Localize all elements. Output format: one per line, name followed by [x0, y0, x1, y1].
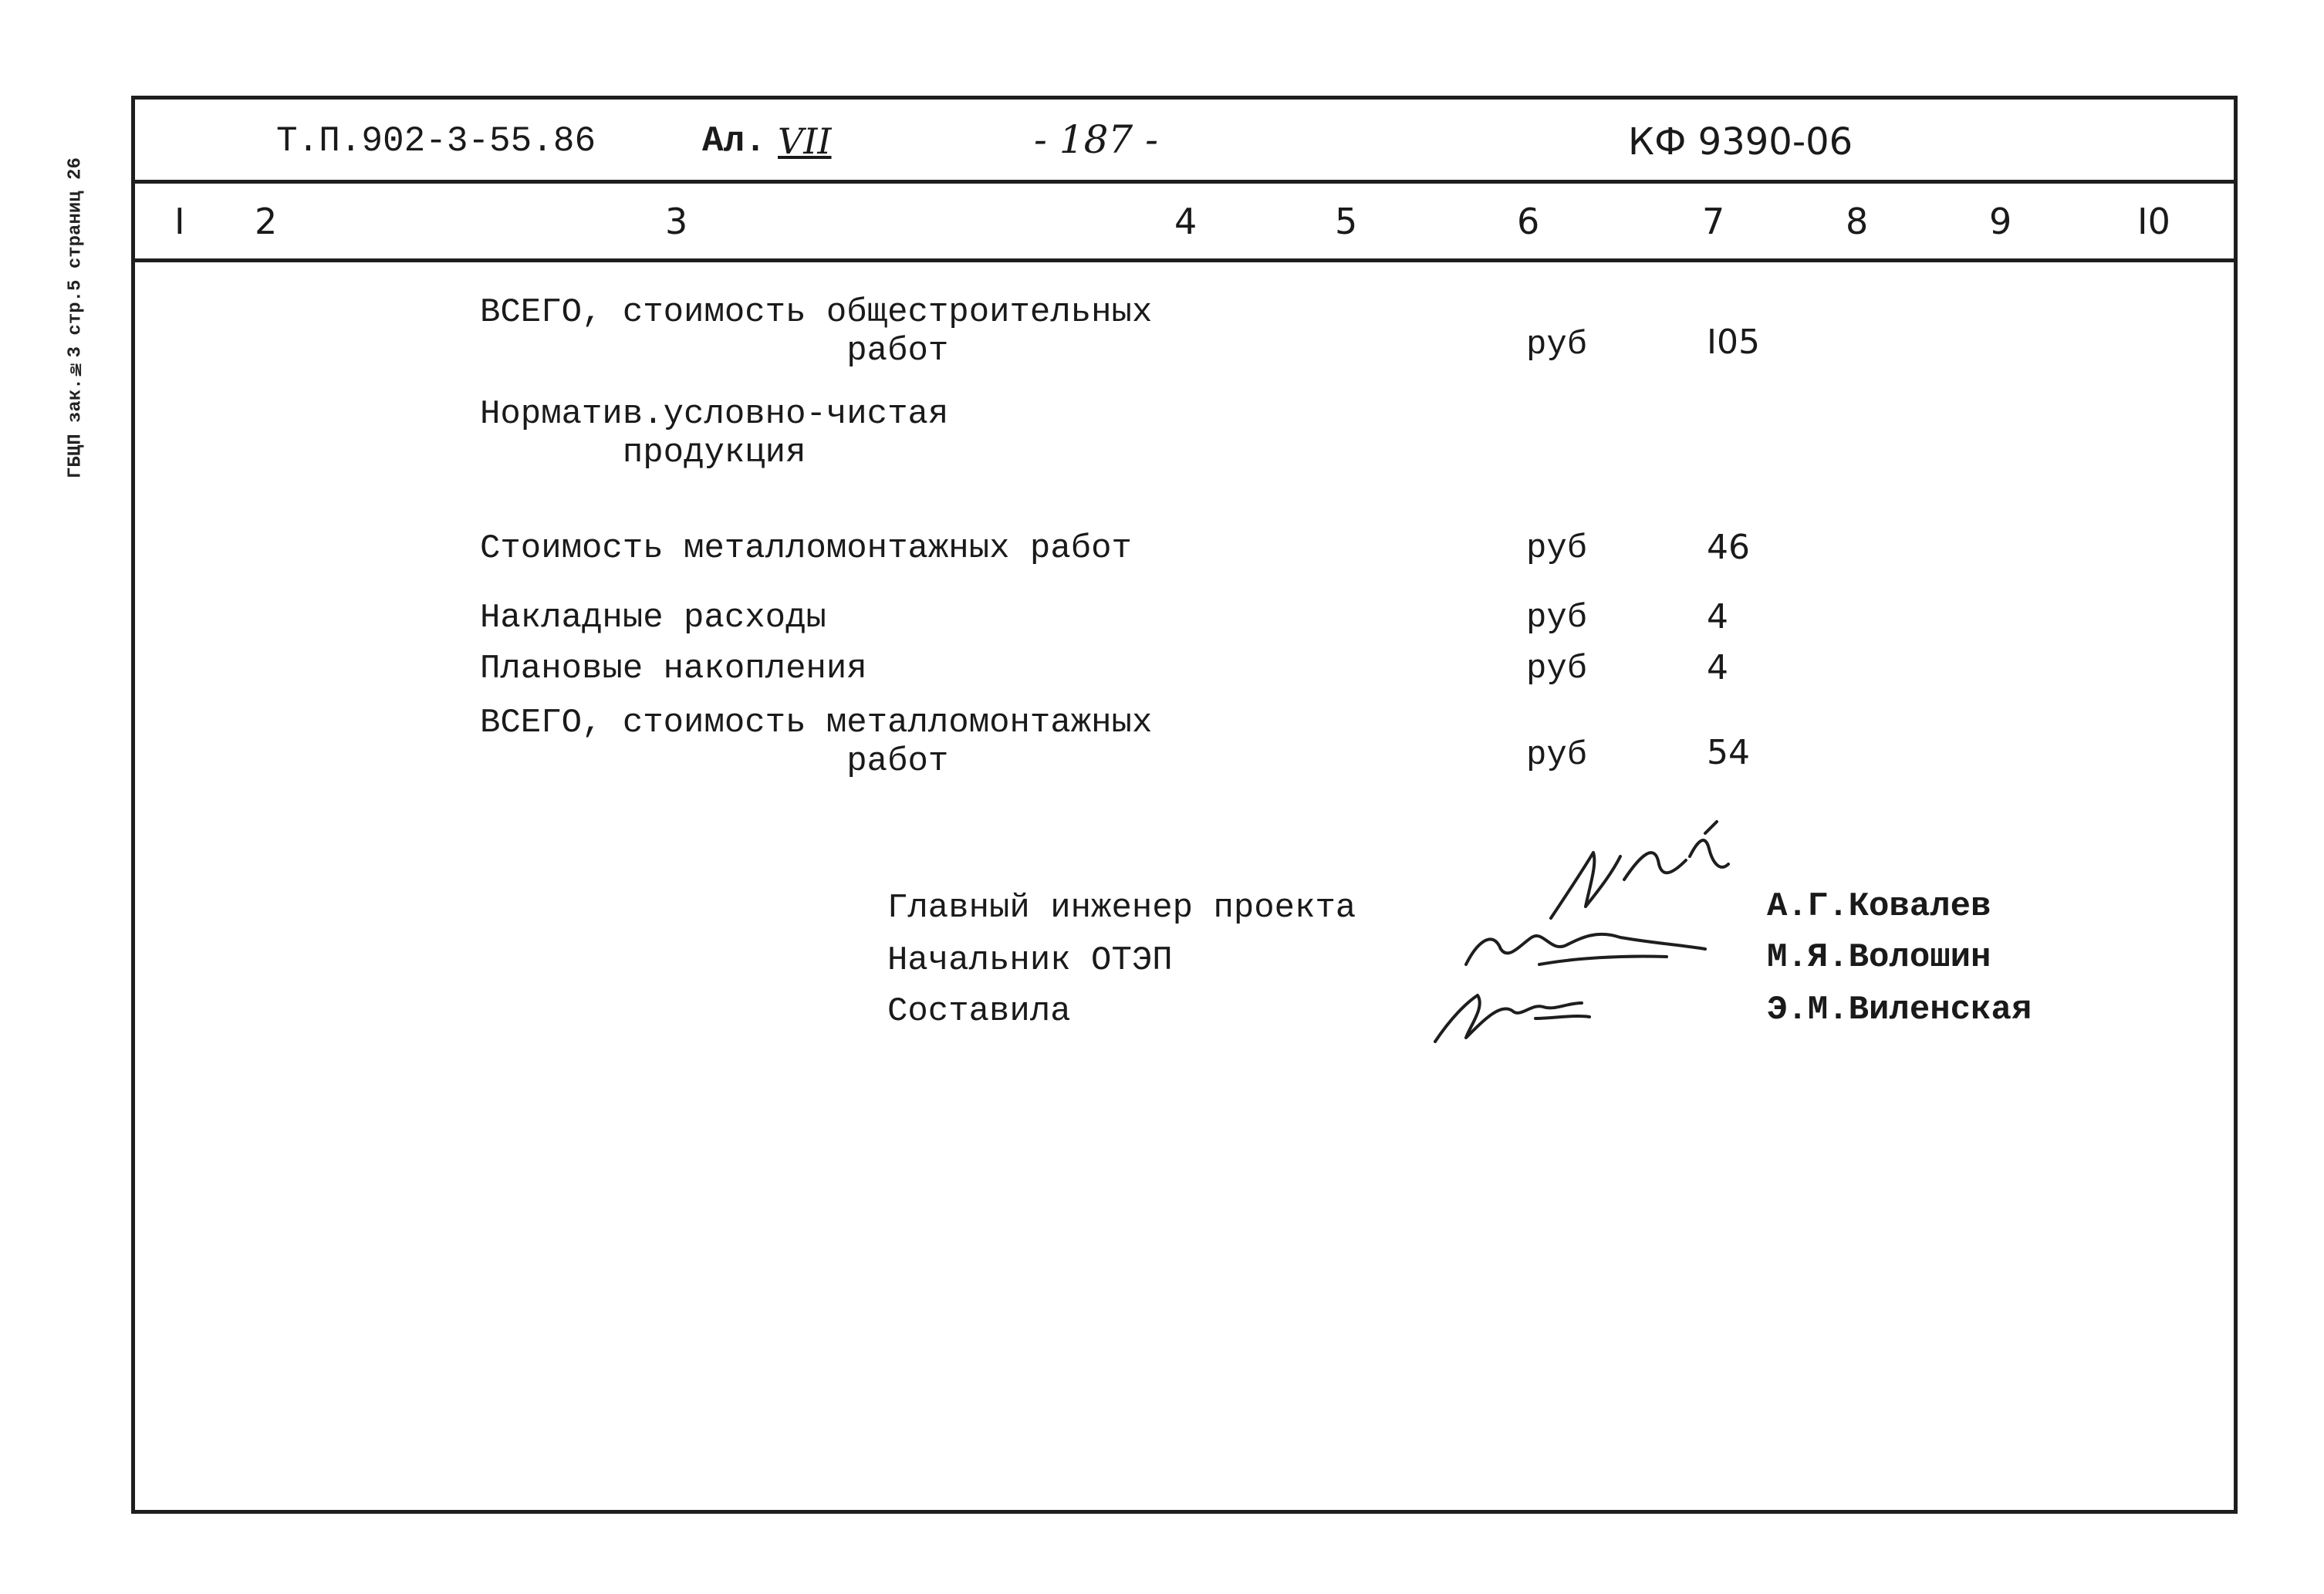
column-number: 7 [1702, 201, 1725, 242]
column-number: 2 [255, 201, 278, 242]
signature-name: А.Г.Ковалев [1767, 887, 1991, 926]
row-value: 4 [1707, 597, 1728, 637]
signature-role: Составила [887, 992, 1071, 1031]
signature-role: Главный инженер проекта [887, 889, 1356, 927]
column-number: I0 [2137, 201, 2170, 242]
header-divider [135, 180, 2234, 184]
row-value: 46 [1707, 528, 1750, 567]
row-unit: руб [1526, 736, 1588, 775]
signature-name: М.Я.Волошин [1767, 938, 1991, 977]
row-value: 4 [1707, 648, 1728, 687]
column-number: 4 [1174, 201, 1197, 242]
row-label-planned-savings: Плановые накопления [480, 650, 867, 688]
row-label-total-general: ВСЕГО, стоимость общестроительных работ [480, 293, 1153, 370]
signature-name: Э.М.Виленская [1767, 991, 2032, 1029]
column-number: I [174, 201, 185, 242]
row-unit: руб [1526, 599, 1588, 637]
document-frame [131, 96, 2238, 1514]
row-unit: руб [1526, 529, 1588, 568]
row-value: I05 [1707, 323, 1760, 362]
row-label-normative-output: Норматив.условно-чистая продукция [480, 395, 949, 472]
album-label: Ал. [702, 121, 766, 161]
row-label-metal-assembly: Стоимость металломонтажных работ [480, 529, 1132, 568]
sheet-code: КФ 9390-06 [1628, 120, 1853, 164]
side-note: ГБЦП зак.№3 стр.5 страниц 26 [65, 157, 86, 478]
project-code: Т.П.902-3-55.86 [276, 121, 596, 161]
column-header-divider [135, 258, 2234, 262]
column-number: 8 [1846, 201, 1869, 242]
column-number: 5 [1335, 201, 1358, 242]
signature-role: Начальник ОТЭП [887, 941, 1173, 980]
column-number: 6 [1517, 201, 1540, 242]
row-unit: руб [1526, 326, 1588, 364]
row-value: 54 [1707, 733, 1750, 772]
row-label-total-metal: ВСЕГО, стоимость металломонтажных работ [480, 704, 1153, 781]
column-number: 3 [665, 201, 688, 242]
row-unit: руб [1526, 650, 1588, 688]
column-number: 9 [1989, 201, 2012, 242]
page-number: - 187 - [1034, 117, 1159, 162]
row-label-overhead: Накладные расходы [480, 599, 826, 637]
album-number: VII [778, 120, 832, 162]
